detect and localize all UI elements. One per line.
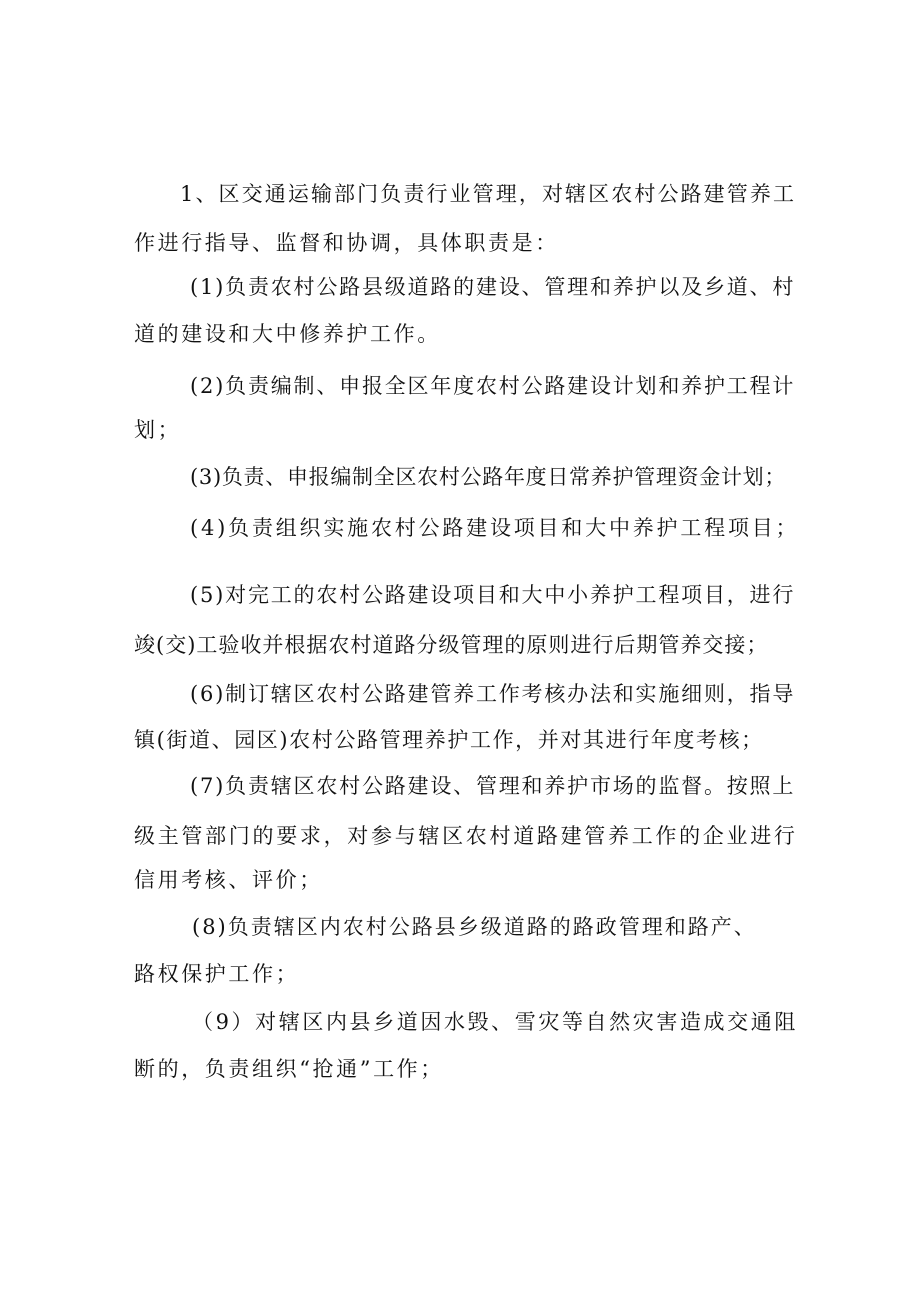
text-line: 断的，负责组织“抢通”工作； (134, 1057, 444, 1081)
text-line: (8)负责辖区内农村公路县乡级道路的路政管理和路产、 (192, 915, 757, 939)
text-line: 作进行指导、监督和协调，具体职责是： (134, 231, 559, 255)
text-line: （9）对辖区内县乡道因水毁、雪灾等自然灾害造成交通阻 (192, 1010, 798, 1034)
text-line: 级主管部门的要求，对参与辖区农村道路建管养工作的企业进行 (134, 824, 798, 848)
text-line: (6)制订辖区农村公路建管养工作考核办法和实施细则，指导 (190, 682, 796, 706)
text-line: (1)负责农村公路县级道路的建设、管理和养护以及乡道、村 (190, 275, 796, 299)
text-line: 路权保护工作； (134, 962, 300, 986)
text-line: (7)负责辖区农村公路建设、管理和养护市场的监督。按照上 (190, 774, 796, 798)
text-line: 镇(街道、园区)农村公路管理养护工作，并对其进行年度考核； (134, 728, 764, 752)
text-line: 1、区交通运输部门负责行业管理，对辖区农村公路建管养工 (180, 182, 797, 206)
text-line: (5)对完工的农村公路建设项目和大中小养护工程项目，进行 (190, 583, 796, 607)
text-line: 信用考核、评价； (134, 868, 323, 892)
text-line: 道的建设和大中修养护工作。 (134, 322, 441, 346)
text-line: (3)负责、申报编制全区农村公路年度日常养护管理资金计划； (190, 465, 787, 489)
text-line: 竣(交)工验收并根据农村道路分级管理的原则进行后期管养交接； (134, 633, 769, 657)
text-line: (2)负责编制、申报全区年度农村公路建设计划和养护工程计 (190, 374, 796, 398)
text-line: 划； (134, 418, 182, 442)
text-line: (4)负责组织实施农村公路建设项目和大中养护工程项目； (190, 516, 800, 540)
